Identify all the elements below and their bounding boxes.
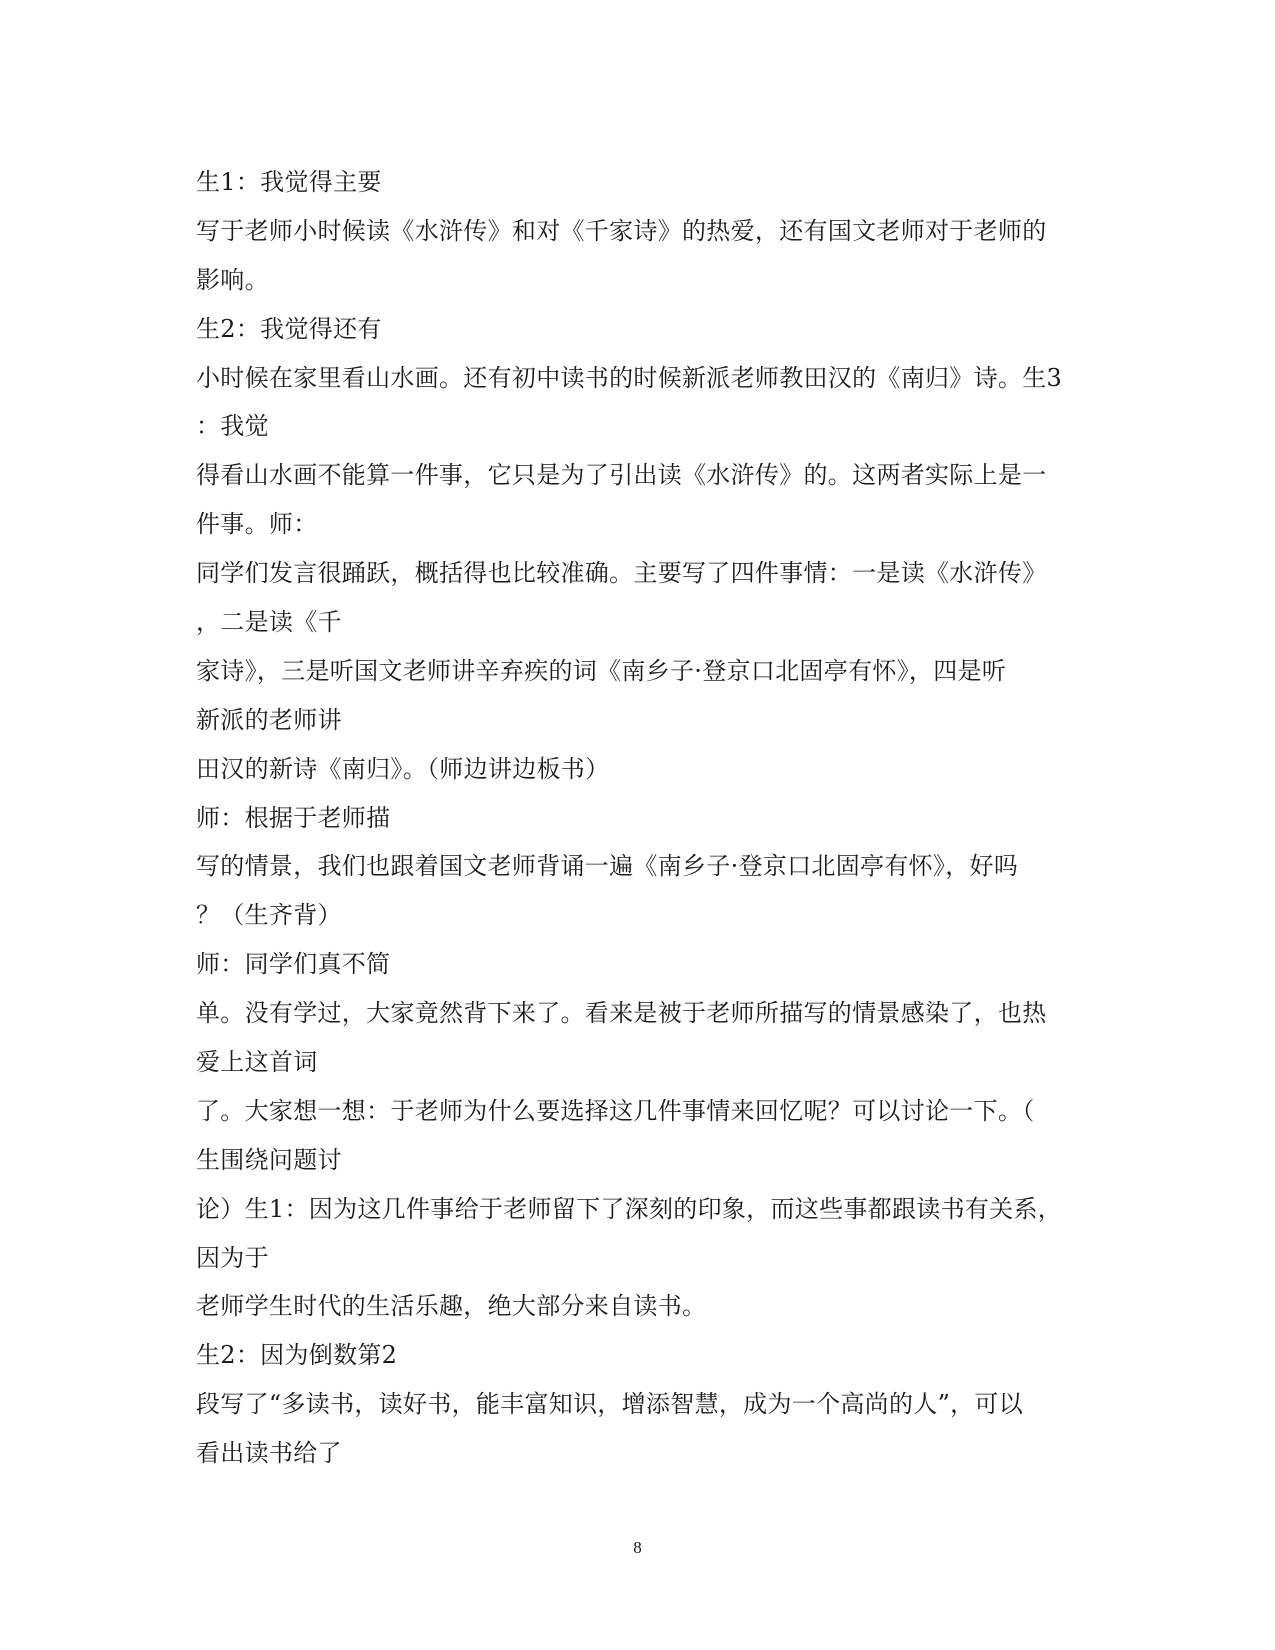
document-body bbox=[196, 158, 1096, 1478]
text-line: ？（生齐背） bbox=[196, 901, 342, 930]
text-line: 老师学生时代的生活乐趣，绝大部分来自读书。 bbox=[196, 1292, 707, 1321]
text-line: 了。大家想一想：于老师为什么要选择这几件事情来回忆呢？可以讨论一下。（ bbox=[196, 1096, 1035, 1125]
text-line: 小时候在家里看山水画。还有初中读书的时候新派老师教田汉的《南归》诗。生3 bbox=[196, 363, 1063, 392]
text-line: 写的情景，我们也跟着国文老师背诵一遍《南乡子·登京口北固亭有怀》，好吗 bbox=[196, 852, 1019, 881]
text-line: 论）生1：因为这几件事给于老师留下了深刻的印象，而这些事都跟读书有关系， bbox=[196, 1194, 1063, 1223]
text-line: 生2：因为倒数第2 bbox=[196, 1341, 398, 1370]
text-line: 师：同学们真不简 bbox=[196, 950, 391, 979]
text-line: 段写了“多读书，读好书，能丰富知识，增添智慧，成为一个高尚的人”，可以 bbox=[196, 1390, 1024, 1419]
text-line: 生1：我觉得主要 bbox=[196, 168, 382, 196]
text-line: 因为于 bbox=[196, 1243, 269, 1272]
text-line: 得看山水画不能算一件事，它只是为了引出读《水浒传》的。这两者实际上是一 bbox=[196, 461, 1047, 490]
text-line: 单。没有学过，大家竟然背下来了。看来是被于老师所描写的情景感染了，也热 bbox=[196, 999, 1047, 1028]
text-line: 爱上这首词 bbox=[196, 1048, 318, 1077]
text-line: 影响。 bbox=[196, 265, 269, 294]
text-line: 田汉的新诗《南归》。（师边讲边板书） bbox=[196, 754, 610, 783]
text-line: 新派的老师讲 bbox=[196, 705, 342, 734]
text-line: 同学们发言很踊跃，概括得也比较准确。主要写了四件事情：一是读《水浒传》 bbox=[196, 559, 1047, 588]
page-number: 8 bbox=[633, 1538, 642, 1557]
text-line: 写于老师小时候读《水浒传》和对《千家诗》的热爱，还有国文老师对于老师的 bbox=[196, 216, 1047, 245]
text-line: 师：根据于老师描 bbox=[196, 803, 391, 832]
text-line: 看出读书给了 bbox=[196, 1439, 342, 1468]
text-line: 生2：我觉得还有 bbox=[196, 314, 382, 343]
text-line: ：我觉 bbox=[196, 412, 269, 441]
text-line: 件事。师： bbox=[196, 510, 318, 539]
text-line: 生围绕问题讨 bbox=[196, 1145, 342, 1174]
text-line: 家诗》，三是听国文老师讲辛弃疾的词《南乡子·登京口北固亭有怀》，四是听 bbox=[196, 656, 1007, 685]
text-line: ，二是读《千 bbox=[196, 608, 342, 637]
